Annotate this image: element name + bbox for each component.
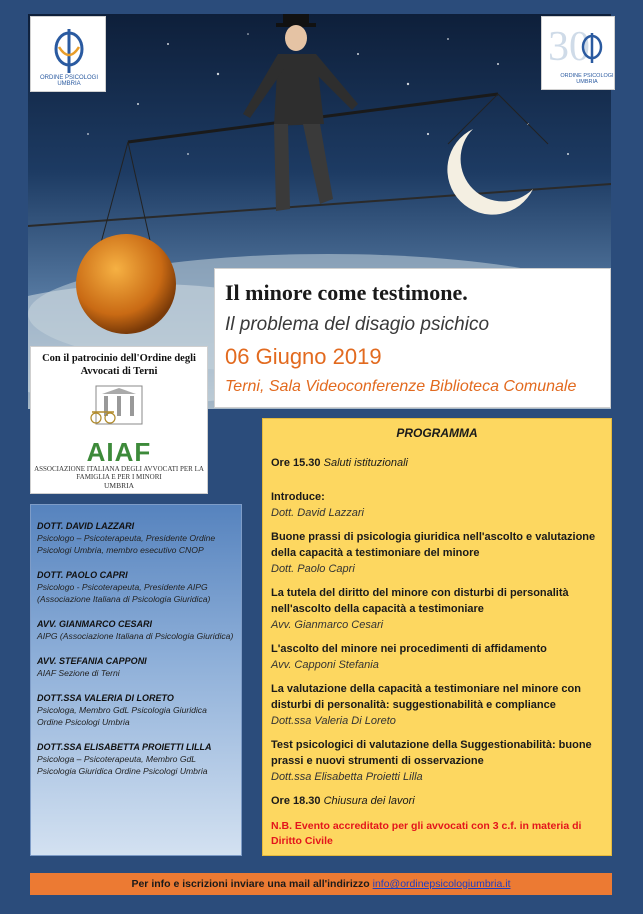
logo-right-text: ORDINE PSICOLOGI UMBRIA	[560, 73, 614, 85]
aiaf-logo-text: AIAF	[86, 437, 152, 467]
aiaf-region: UMBRIA	[103, 481, 134, 490]
closing-text: Chiusura dei lavori	[323, 795, 415, 807]
item-title: Buone prassi di psicologia giuridica nell'ascolto e valutazione della capacità a testimoniare del minore	[271, 531, 596, 559]
ordine-psicologi-logo	[30, 16, 106, 92]
speaker-name: DOTT.SSA ELISABETTA PROIETTI LILLA	[37, 742, 212, 752]
programma-opening	[271, 455, 603, 471]
programma-item	[271, 489, 603, 521]
patrocinio-text: Con il patrocinio dell'Ordine degli Avvocati di Terni	[42, 353, 196, 377]
speaker-name: AVV. STEFANIA CAPPONI	[37, 656, 147, 666]
speaker-desc: Psicologa – Psicoterapeuta, Membro GdL Psicologia Giuridica Ordine Psicologi Umbria	[37, 754, 208, 776]
speaker-name: DOTT. PAOLO CAPRI	[37, 570, 128, 580]
closing-time: Ore 18.30	[271, 795, 321, 807]
opening-text: Saluti istituzionali	[323, 457, 408, 469]
item-speaker: Dott.ssa Valeria Di Loreto	[271, 715, 396, 727]
programma-item	[271, 585, 603, 633]
title-box	[214, 268, 611, 408]
aiaf-logo	[31, 439, 207, 490]
speaker-entry	[37, 569, 235, 605]
item-speaker: Dott. David Lazzari	[271, 507, 364, 519]
accreditation-note: N.B. Evento accreditato per gli avvocati con 3 c.f. in materia di Diritto Civile	[271, 820, 582, 847]
opening-time: Ore 15.30	[271, 457, 321, 469]
item-speaker: Dott. Paolo Capri	[271, 563, 355, 575]
speaker-desc: Psicologo - Psicoterapeuta, Presidente AIPG (Associazione Italiana di Psicologia Giuridica)	[37, 582, 211, 604]
event-subtitle: Il problema del disagio psichico	[225, 314, 490, 335]
footer-info	[30, 873, 612, 895]
item-title: Introduce:	[271, 491, 325, 503]
event-place: Terni, Sala Videoconferenze Biblioteca Comunale	[225, 378, 577, 395]
walker-figure	[243, 14, 358, 211]
speaker-entry	[37, 520, 235, 556]
speaker-entry	[37, 692, 235, 728]
speaker-desc: Psicologo – Psicoterapeuta, Presidente Ordine Psicologi Umbria, membro esecutivo CNOP	[37, 533, 216, 555]
item-title: Test psicologici di valutazione della Suggestionabilità: buone prassi e nuovi strumenti di osservazione	[271, 739, 592, 767]
speaker-entry	[37, 618, 235, 642]
programma-item	[271, 529, 603, 577]
speaker-name: DOTT.SSA VALERIA DI LORETO	[37, 693, 174, 703]
logo-left-text: ORDINE PSICOLOGI UMBRIA	[39, 75, 98, 87]
speaker-name: AVV. GIANMARCO CESARI	[37, 619, 153, 629]
email-link[interactable]: info@ordinepsicologiumbria.it	[372, 878, 511, 890]
item-speaker: Dott.ssa Elisabetta Proietti Lilla	[271, 771, 423, 783]
programma-title: PROGRAMMA	[396, 426, 478, 440]
item-title: La valutazione della capacità a testimoniare nel minore con disturbi di personalità: suggestionabilità e compliance	[271, 683, 581, 711]
avvocati-terni-emblem-icon	[84, 382, 154, 430]
orange-sphere	[76, 234, 176, 334]
programma-item	[271, 681, 603, 729]
speaker-name: DOTT. DAVID LAZZARI	[37, 521, 135, 531]
programma-item	[271, 641, 603, 673]
speaker-desc: AIAF Sezione di Terni	[37, 668, 120, 678]
speakers-panel	[30, 504, 242, 856]
speaker-desc: Psicologa, Membro GdL Psicologia Giuridica Ordine Psicologi Umbria	[37, 705, 207, 727]
programma-closing	[271, 793, 603, 809]
item-title: L'ascolto del minore nei procedimenti di affidamento	[271, 643, 547, 655]
programma-panel	[262, 418, 612, 856]
aiaf-caption: ASSOCIAZIONE ITALIANA DEGLI AVVOCATI PER LA FAMIGLIA E PER I MINORI	[34, 465, 204, 481]
footer-text: Per info e iscrizioni inviare una mail all'indirizzo	[131, 878, 373, 890]
anniversary-number: 30	[548, 24, 590, 70]
item-speaker: Avv. Gianmarco Cesari	[271, 619, 384, 631]
patrocinio-box	[30, 346, 208, 494]
crescent-moon	[447, 129, 533, 215]
item-speaker: Avv. Capponi Stefania	[271, 659, 379, 671]
anniversary-logo	[541, 16, 615, 90]
speaker-entry	[37, 741, 235, 777]
programma-item	[271, 737, 603, 785]
event-date: 06 Giugno 2019	[225, 344, 382, 369]
speaker-entry	[37, 655, 235, 679]
item-title: La tutela del diritto del minore con disturbi di personalità nell'ascolto della capacità a testimoniare	[271, 587, 569, 615]
event-title: Il minore come testimone.	[225, 280, 468, 305]
speaker-desc: AIPG (Associazione Italiana di Psicologia Giuridica)	[37, 631, 234, 641]
